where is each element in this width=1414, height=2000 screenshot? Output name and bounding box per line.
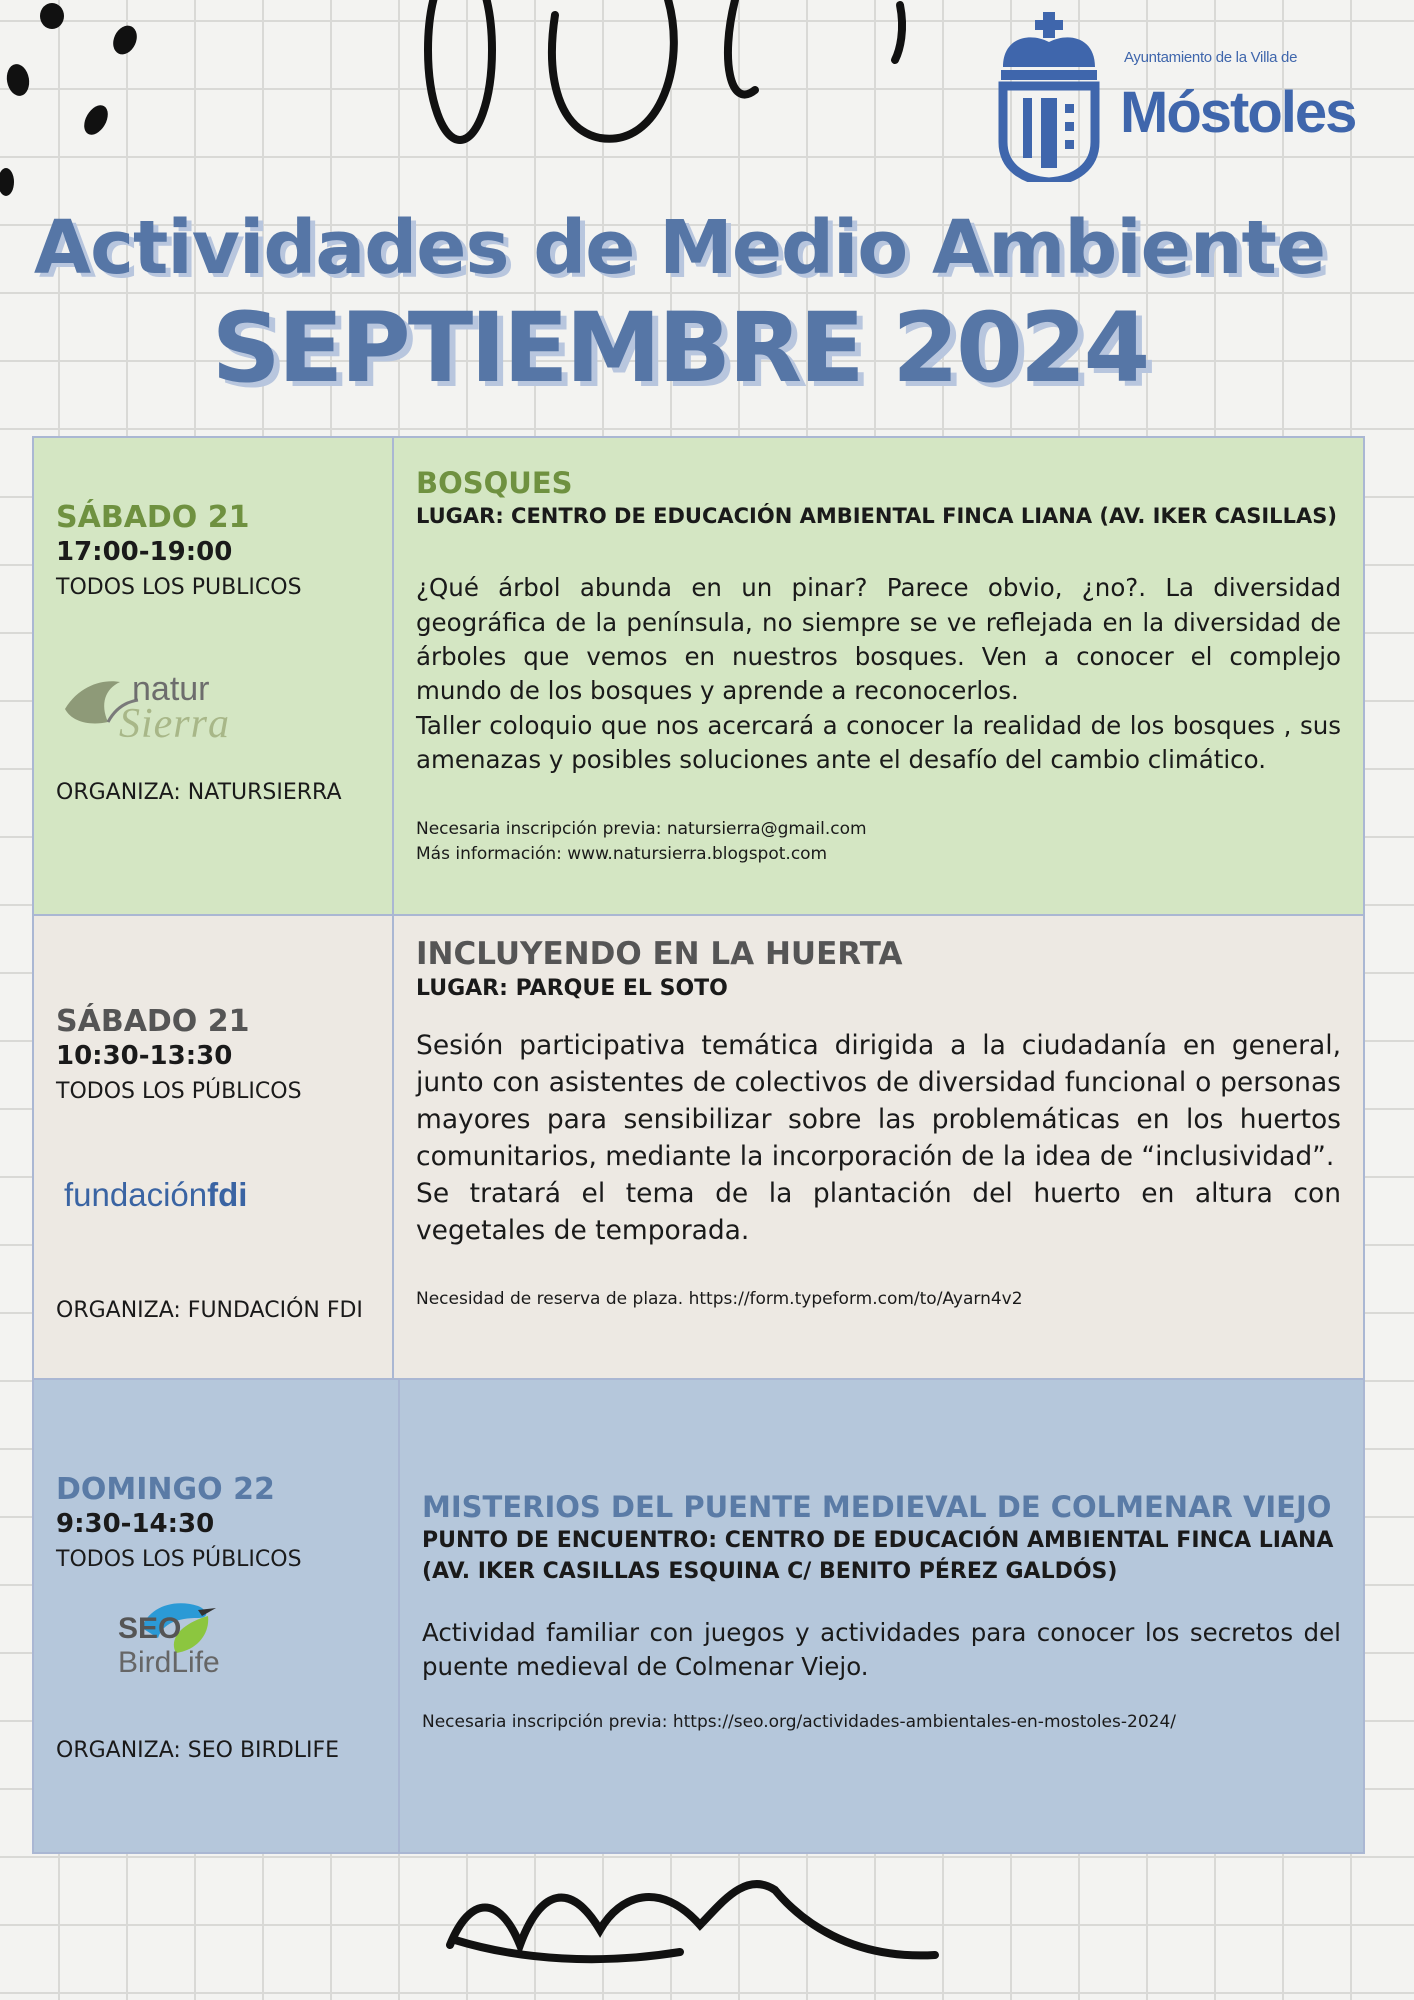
event-info bbox=[34, 1380, 400, 1852]
event-details bbox=[400, 1380, 1363, 1852]
event-notes bbox=[416, 817, 1341, 866]
event-description bbox=[422, 1616, 1341, 1685]
events-table bbox=[32, 438, 1365, 1854]
event-audience: TODOS LOS PUBLICOS bbox=[56, 575, 302, 600]
coat-of-arms-icon bbox=[995, 12, 1105, 182]
event-notes bbox=[422, 1710, 1341, 1735]
fundacion-fdi-logo bbox=[64, 1176, 247, 1214]
event-organizer: ORGANIZA: FUNDACIÓN FDI bbox=[56, 1298, 363, 1323]
seo-logo-text: SEO bbox=[118, 1612, 182, 1645]
event-title: BOSQUES bbox=[416, 466, 573, 500]
event-row-puente bbox=[32, 1378, 1365, 1854]
event-details bbox=[394, 438, 1363, 914]
event-place: PUNTO DE ENCUENTRO: CENTRO DE EDUCACIÓN AMBIENTAL FINCA LIANA (AV. IKER CASILLAS ESQUINA C/ BENITO PÉREZ GALDÓS) bbox=[422, 1528, 1334, 1584]
event-info bbox=[34, 438, 394, 914]
logo-text: fundación bbox=[64, 1176, 208, 1213]
logo-title: Móstoles bbox=[1120, 80, 1356, 145]
event-organizer: ORGANIZA: SEO BIRDLIFE bbox=[56, 1738, 340, 1763]
description-paragraph: Taller coloquio que nos acercará a conocer la realidad de los bosques , sus amenazas y posibles soluciones ante el desafío del cambio climático. bbox=[416, 710, 1341, 774]
event-description bbox=[416, 571, 1341, 777]
event-notes bbox=[416, 1287, 1341, 1312]
registration-note: Necesaria inscripción previa: natursierra@gmail.com bbox=[416, 819, 867, 840]
description-paragraph: ¿Qué árbol abunda en un pinar? Parece obvio, ¿no?. La diversidad geográfica de la península, no siempre se ve reflejada en la diversidad de árboles que vemos en nuestros bosques. Ven a conocer el complejo mundo de los bosques y aprende a reconocerlos. bbox=[416, 573, 1341, 706]
event-description bbox=[416, 1027, 1341, 1250]
event-organizer: ORGANIZA: NATURSIERRA bbox=[56, 780, 342, 805]
event-day: SÁBADO 21 bbox=[56, 1004, 250, 1039]
mostoles-logo bbox=[995, 12, 1375, 192]
event-row-bosques bbox=[32, 436, 1365, 916]
info-note: Más información: www.natursierra.blogspot.com bbox=[416, 843, 828, 864]
logo-subtitle: Ayuntamiento de la Villa de bbox=[1124, 49, 1298, 66]
event-time: 9:30-14:30 bbox=[56, 1509, 215, 1539]
event-title: INCLUYENDO EN LA HUERTA bbox=[416, 936, 903, 972]
natursierra-logo-top: natur bbox=[132, 670, 210, 708]
event-info bbox=[34, 916, 394, 1378]
description-paragraph: Se tratará el tema de la plantación del huerto en altura con vegetales de temporada. bbox=[416, 1178, 1341, 1247]
page-title: Actividades de Medio Ambiente bbox=[33, 205, 1326, 291]
event-day: DOMINGO 22 bbox=[56, 1472, 275, 1507]
event-audience: TODOS LOS PÚBLICOS bbox=[56, 1079, 302, 1104]
event-row-huerta bbox=[32, 914, 1365, 1380]
natursierra-logo-bottom: Sierra bbox=[119, 701, 230, 747]
event-details bbox=[394, 916, 1363, 1378]
event-day: SÁBADO 21 bbox=[56, 500, 250, 535]
birdlife-logo-text: BirdLife bbox=[118, 1646, 220, 1679]
logo-text-bold: fdi bbox=[207, 1176, 248, 1213]
event-title: MISTERIOS DEL PUENTE MEDIEVAL DE COLMENAR VIEJO bbox=[422, 1490, 1332, 1524]
event-place: LUGAR: PARQUE EL SOTO bbox=[416, 976, 728, 1001]
event-time: 17:00-19:00 bbox=[56, 537, 233, 567]
registration-note: Necesaria inscripción previa: https://seo.org/actividades-ambientales-en-mostoles-2024/ bbox=[422, 1712, 1176, 1733]
registration-note: Necesidad de reserva de plaza. https://form.typeform.com/to/Ayarn4v2 bbox=[416, 1289, 1023, 1310]
event-time: 10:30-13:30 bbox=[56, 1041, 233, 1071]
description-paragraph: Sesión participativa temática dirigida a la ciudadanía en general, junto con asistentes de colectivos de diversidad funcional o personas mayores para sensibilizar sobre las problemáticas en los huertos comunitarios, mediante la incorporación de la idea de “inclusividad”. bbox=[416, 1029, 1341, 1173]
event-audience: TODOS LOS PÚBLICOS bbox=[56, 1547, 302, 1572]
event-place: LUGAR: CENTRO DE EDUCACIÓN AMBIENTAL FINCA LIANA (AV. IKER CASILLAS) bbox=[416, 504, 1337, 528]
page-subtitle: SEPTIEMBRE 2024 bbox=[211, 292, 1148, 404]
description-paragraph: Actividad familiar con juegos y actividades para conocer los secretos del puente medieval de Colmenar Viejo. bbox=[422, 1617, 1341, 1681]
